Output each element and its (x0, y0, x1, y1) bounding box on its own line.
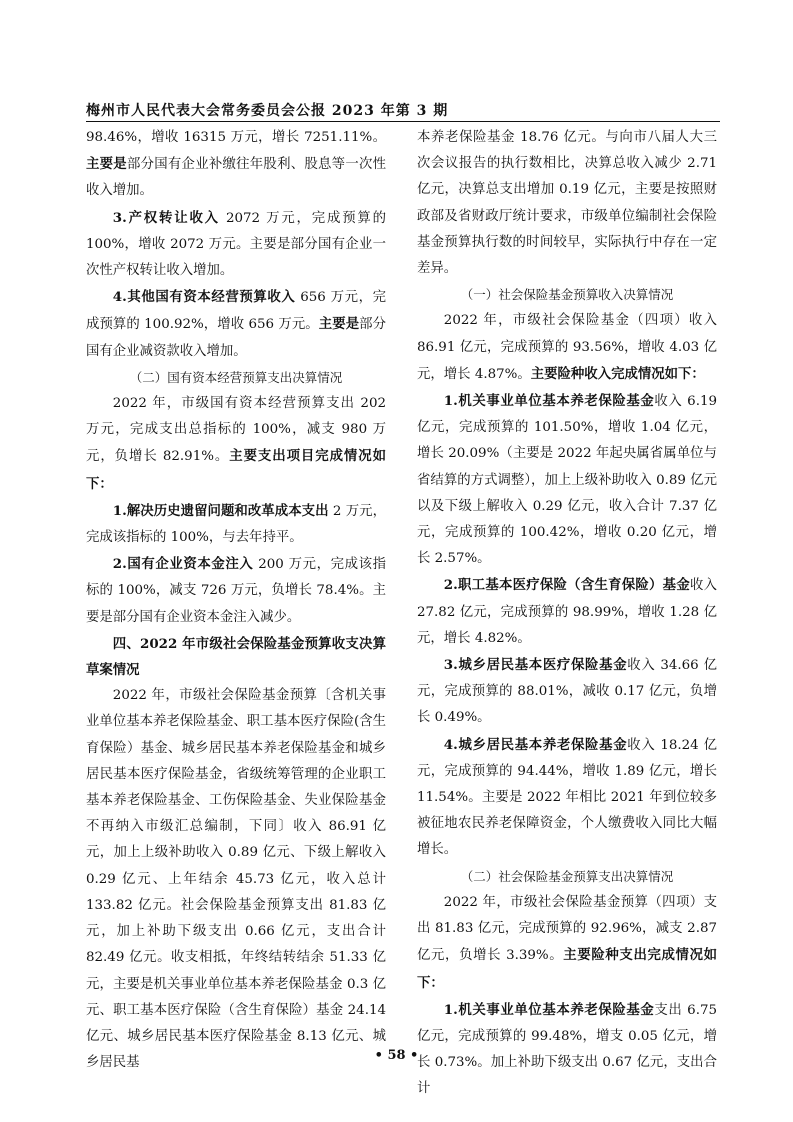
bold-run: 主要险种支出完成情况如下： (417, 947, 717, 991)
text-run: 支出 6.75 亿元，完成预算的 99.48%，增支 0.05 亿元，增长 0.73%。加上补助下级支出 0.67 亿元，支出合计 (417, 1002, 717, 1097)
bold-run: 主要险种收入完成情况如下： (530, 365, 705, 382)
text-run: 656 万元，完成预算的 100.92%，增收 656 万元。 (86, 290, 386, 333)
page-number: • 58 • (374, 1048, 419, 1063)
bold-run: 主要是 (86, 156, 127, 173)
paragraph (417, 388, 717, 572)
text-run: 2022 年，市级社会保险基金预算（四项）支出 81.83 亿元，完成预算的 92.96%，减支 2.87 亿元，负增长 3.39%。 (417, 894, 717, 964)
bold-run: 4.其他国有资本经营预算收入 (112, 289, 296, 306)
text-run: 2022 年，市级社会保险基金（四项）收入 86.91 亿元，完成预算的 93.56%，增收 4.03 亿元，增长 4.87%。 (417, 313, 717, 382)
text-run: 收入 6.19 亿元，完成预算的 101.50%，增收 1.04 亿元，增长 20.09%（主要是 2022 年起央属省属单位与省结算的方式调整），加上上级补助收入 0.89 亿元以及下级上解收入 0.29 亿元，收入合计 7.37 亿元，完成预算的 100.42%，增收 0.20 亿元，增长 2.57%。 (417, 394, 717, 567)
text-run: 收入 27.82 亿元，完成预算的 98.99%，增收 1.28 亿元，增长 4.82%。 (417, 578, 718, 646)
paragraph (417, 572, 717, 652)
paragraph (86, 391, 386, 498)
left-column (86, 125, 386, 1076)
paragraph (417, 308, 717, 388)
bold-run: 1.解决历史遗留问题和改革成本支出 (112, 502, 329, 519)
text-run: 收入 34.66 亿元，完成预算的 88.01%，减收 0.17 亿元，负增长 0.49%。 (417, 658, 717, 726)
bold-run: 3.城乡居民基本医疗保险基金 (443, 657, 628, 674)
bold-run: 4.城乡居民基本养老保险基金 (443, 736, 628, 753)
paragraph (86, 284, 386, 365)
bold-run: 3.产权转让收入 (112, 209, 220, 226)
paragraph (86, 551, 386, 631)
bold-run: 主要是 (318, 316, 360, 333)
subsection-heading: （二）国有资本经营预算支出决算情况 (129, 369, 343, 385)
text-run: 2022 年，市级国有资本经营预算支出 202 万元，完成支出总指标的 100%，减支 980 万元，负增长 82.91%。 (86, 396, 386, 465)
paragraph: 本养老保险基金 18.76 亿元。与向市八届人大三次会议报告的执行数相比，决算总收入减少 2.71 亿元，决算总支出增加 0.19 亿元，主要是按照财政部及省财政厅统计要求，市级单位编制社会保险基金预算执行数的时间较早，实际执行中存在一定差异。 (417, 130, 717, 277)
header-divider (86, 121, 720, 122)
section-heading: 四、2022 年市级社会保险基金预算收支决算草案情况 (86, 635, 386, 679)
paragraph (86, 498, 386, 551)
text-run: 2072 万元，完成预算的 100%，增收 2072 万元。主要是部分国有企业一次性产权转让收入增加。 (86, 210, 387, 279)
text-run: 2 万元，完成该指标的 100%，与去年持平。 (86, 503, 386, 546)
text-run: 部分国有企业减资款收入增加。 (86, 317, 387, 359)
paragraph (86, 205, 386, 285)
right-column (417, 125, 717, 1103)
subsection-heading: （二）社会保险基金预算支出决算情况 (460, 868, 674, 884)
text-run: 200 万元，完成该指标的 100%，减支 726 万元，负增长 78.4%。主要是部分国有企业资本金注入减少。 (86, 557, 386, 625)
bold-run: 1.机关事业单位基本养老保险基金 (443, 1001, 655, 1018)
paragraph (417, 732, 717, 864)
text-run: 收入 18.24 亿元，完成预算的 94.44%，增收 1.89 亿元，增长 11.54%。主要是 2022 年相比 2021 年到位较多被征地农民养老保障资金，个人缴费收入同比大幅增长。 (417, 737, 717, 858)
bold-run: 2.职工基本医疗保险（含生育保险）基金 (443, 577, 690, 594)
paragraph (417, 652, 717, 732)
paragraph (86, 125, 386, 205)
bold-run: 主要支出项目完成情况如下： (86, 448, 386, 492)
subsection-heading: （一）社会保险基金预算收入决算情况 (460, 287, 674, 303)
text-run: 98.46%，增收 16315 万元，增长 7251.11%。 (86, 130, 386, 145)
bulletin-header: 梅州市人民代表大会常务委员会公报 2023 年第 3 期 (86, 103, 449, 119)
bold-run: 1.机关事业单位基本养老保险基金 (443, 393, 655, 410)
bold-run: 2.国有企业资本金注入 (112, 556, 254, 573)
paragraph (417, 890, 717, 997)
text-run: 部分国有企业补缴往年股利、股息等一次性收入增加。 (86, 157, 387, 199)
paragraph: 2022 年，市级社会保险基金预算〔含机关事业单位基本养老保险基金、职工基本医疗保险(含生育保险）基金、城乡居民基本养老保险基金和城乡居民基本医疗保险基金，省级统筹管理的企业职工基本养老保险基金、工伤保险基金、失业保险基金不再纳入市级汇总编制，下同〕收入 86.91 亿元，加上上级补助收入 0.89 亿元、下级上解收入 0.29 亿元、上年结余 45.73 亿元，收入总计 133.82 亿元。社会保险基金预算支出 81.83 亿元，加上补助下级支出 0.66 亿元，支出合计 82.49 亿元。收支相抵，年终结转结余 51.33 亿元，主要是机关事业单位基本养老保险基金 0.3 亿元、职工基本医疗保险（含生育保险）基金 24.14 亿元、城乡居民基本医疗保险基金 8.13 亿元、城乡居民基 (86, 688, 386, 1071)
